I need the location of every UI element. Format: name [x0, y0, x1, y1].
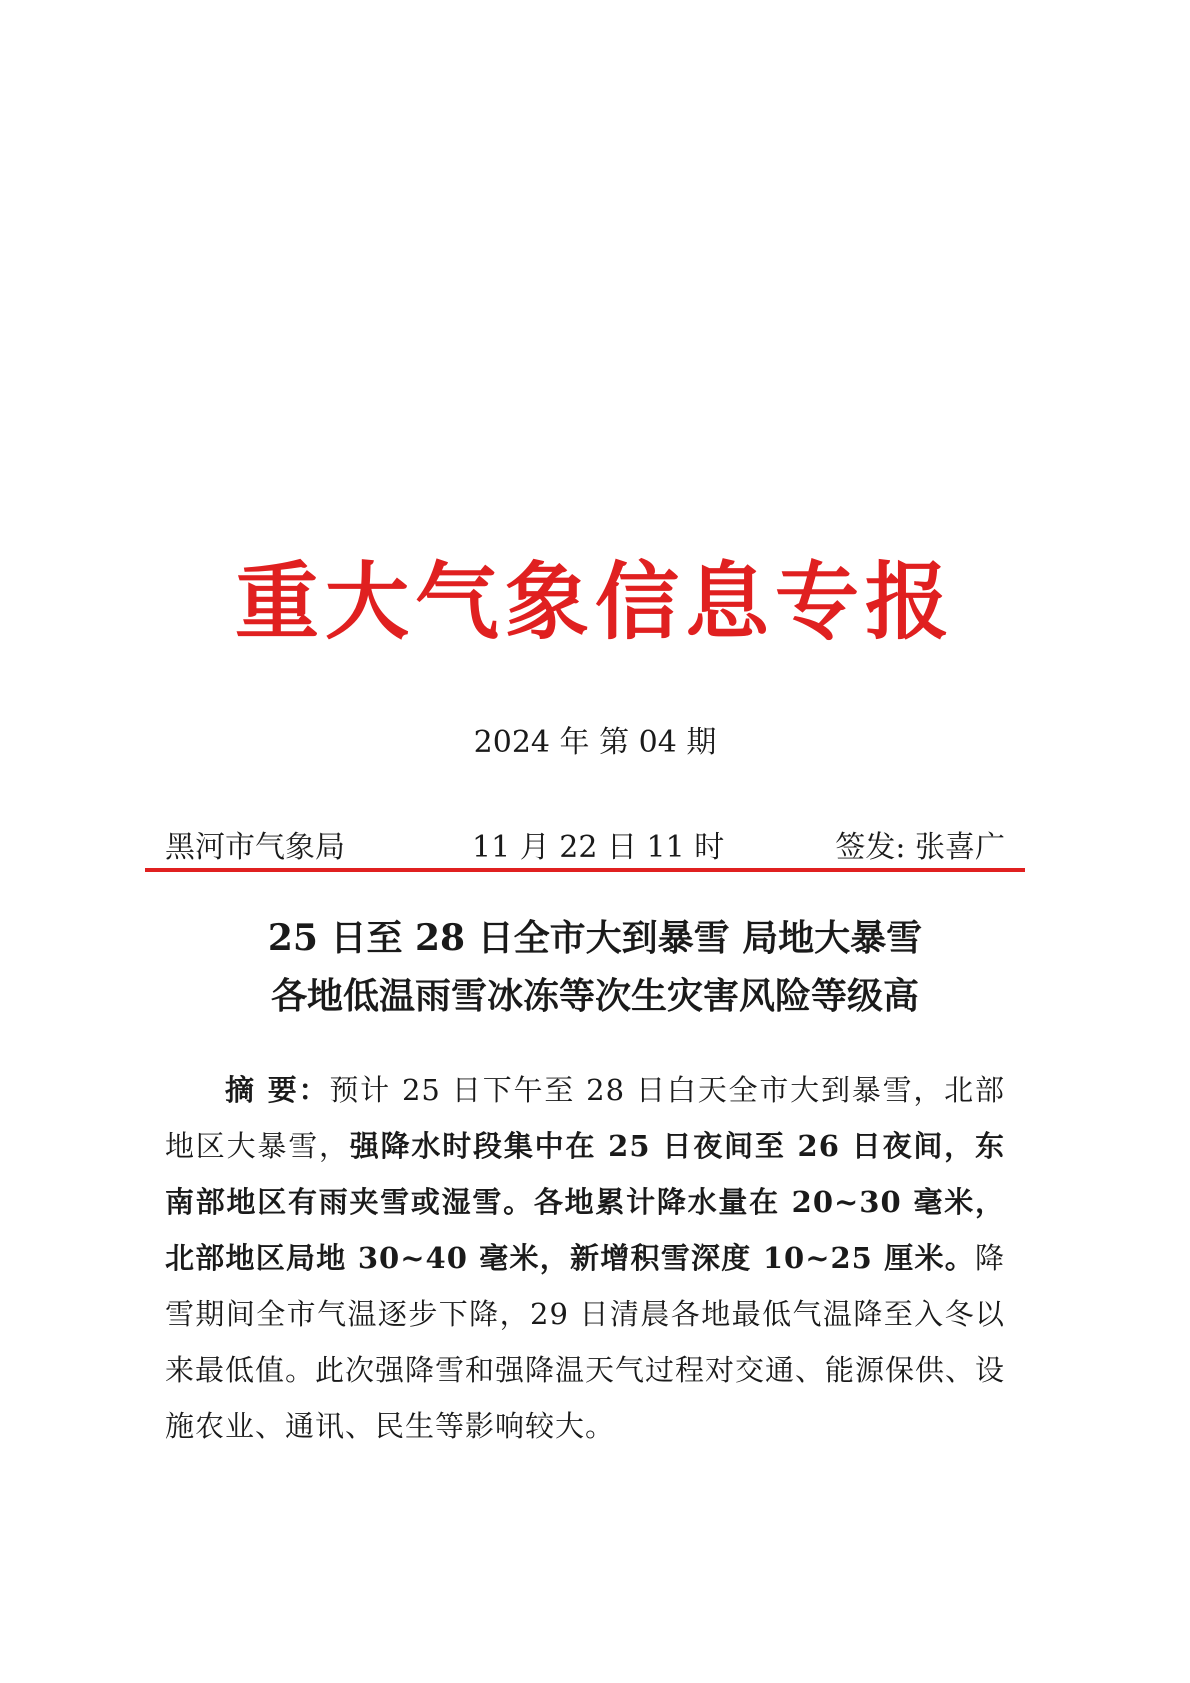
summary-text-part-1: 预计 25 日下午至 28 日白天全市大到暴雪，北部地区大暴雪， — [165, 1073, 1005, 1163]
summary-label: 摘 要： — [225, 1073, 330, 1107]
issuing-organization: 黑河市气象局 — [165, 830, 345, 865]
summary-text-part-2: 强降水时段集中在 25 日夜间至 26 日夜间，东南部地区有雨夹雪或湿雪。各地累计降水量在 20~30 毫米，北部地区局地 30~40 毫米，新增积雪深度 10~25 厘米。 — [165, 1129, 1005, 1275]
issue-time: 11 月 22 日 11 时 — [472, 830, 725, 865]
summary-text-part-3: 降雪期间全市气温逐步下降，29 日清晨各地最低气温降至入冬以来最低值。此次强降雪和强降温天气过程对交通、能源保供、设施农业、通讯、民生等影响较大。 — [165, 1241, 1006, 1443]
headline-line-2: 各地低温雨雪冰冻等次生灾害风险等级高 — [270, 975, 919, 1017]
masthead-title: 重大气象信息专报 — [234, 553, 955, 651]
meta-row — [165, 830, 1005, 866]
issue-number: 2024 年 第 04 期 — [473, 725, 717, 760]
summary-paragraph — [165, 1062, 1005, 1454]
headline-line-1: 25 日至 28 日全市大到暴雪 局地大暴雪 — [267, 917, 923, 959]
red-divider — [145, 868, 1025, 872]
signatory: 签发: 张喜广 — [835, 830, 1005, 865]
